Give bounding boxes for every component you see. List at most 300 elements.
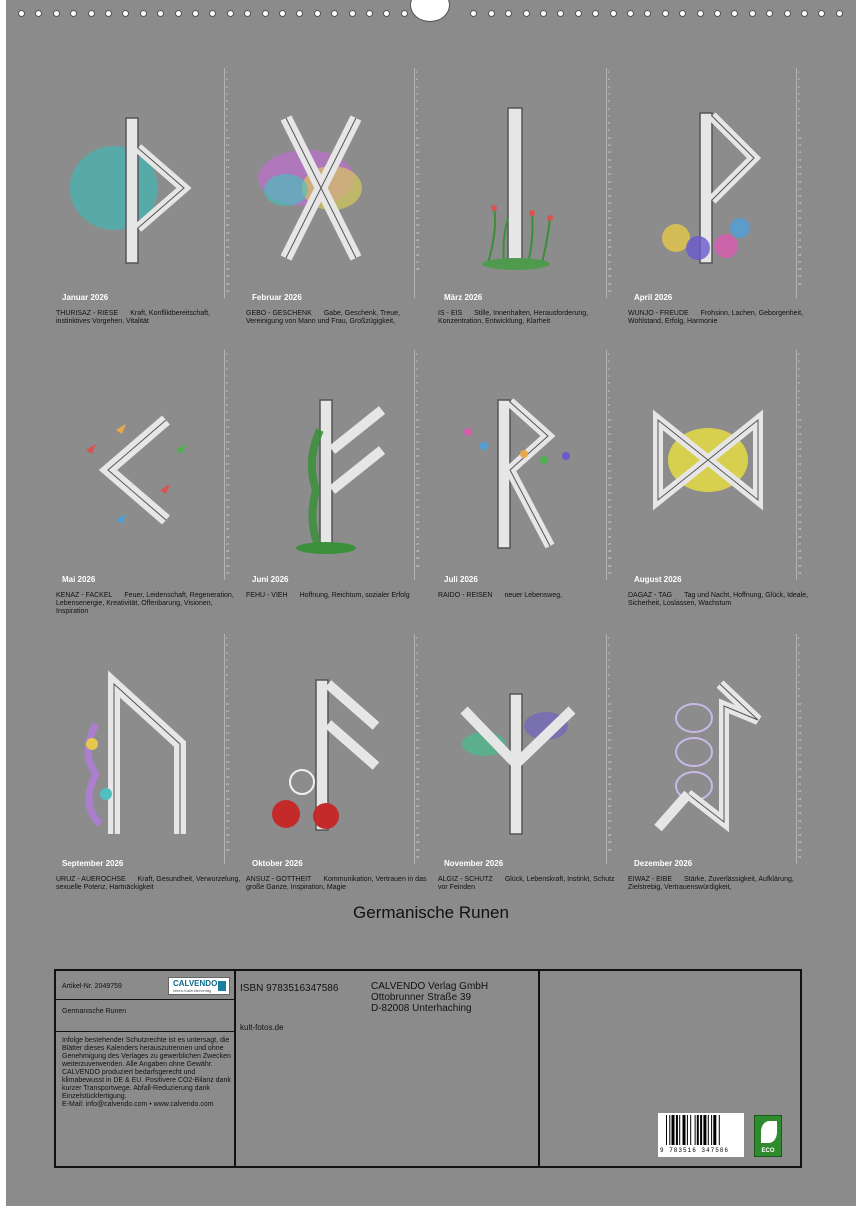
- rune-description: Glück, Lebenskraft, Instinkt, Schutz vor Feinden: [438, 876, 615, 891]
- day-number: 27: [608, 259, 612, 264]
- day-number: 27: [798, 541, 802, 546]
- day-number: 29: [798, 556, 802, 561]
- publisher-line: Ottobrunner Straße 39: [371, 992, 472, 1003]
- day-number: 23: [608, 512, 612, 517]
- binding-hole: [262, 10, 269, 17]
- day-number: 25: [798, 527, 802, 532]
- day-number: 24: [226, 237, 230, 242]
- day-number: 6: [608, 672, 610, 677]
- day-number: 16: [416, 461, 420, 466]
- day-number: 12: [416, 432, 420, 437]
- day-number: 14: [416, 446, 420, 451]
- rune-caption: [246, 592, 434, 600]
- day-number: 2: [798, 77, 800, 82]
- day-number: 5: [608, 665, 610, 670]
- day-number: 19: [798, 483, 802, 488]
- day-number: 30: [226, 281, 230, 286]
- rune-image: [438, 78, 598, 288]
- binding-hole: [209, 10, 216, 17]
- day-column: [602, 350, 612, 580]
- day-number: 5: [798, 99, 800, 104]
- day-number: 12: [226, 716, 230, 721]
- day-number: 10: [226, 701, 230, 706]
- article-number: Artikel-Nr. 2049759: [62, 983, 122, 990]
- day-number: 14: [608, 164, 612, 169]
- day-number: 16: [226, 461, 230, 466]
- logo-text: CALVENDO: [173, 979, 218, 988]
- day-number: 13: [798, 157, 802, 162]
- day-number: 31: [798, 855, 802, 859]
- day-number: 9: [416, 410, 418, 415]
- day-number: 16: [798, 745, 802, 750]
- day-number: 16: [798, 179, 802, 184]
- day-number: 15: [226, 454, 230, 459]
- day-number: 18: [608, 476, 612, 481]
- binding-hole: [784, 10, 791, 17]
- barcode-bar: [676, 1115, 678, 1145]
- day-number: 29: [226, 556, 230, 561]
- barcode-bar: [713, 1115, 716, 1145]
- day-number: 16: [226, 745, 230, 750]
- day-number: 15: [416, 172, 420, 177]
- day-number: 5: [416, 665, 418, 670]
- day-number: 16: [798, 461, 802, 466]
- day-number: 18: [226, 194, 230, 199]
- day-number: 14: [226, 730, 230, 735]
- day-number: 21: [608, 216, 612, 220]
- binding-hole: [540, 10, 547, 17]
- day-number: 10: [798, 135, 802, 140]
- rune-name: FEHU - VIEH: [246, 592, 288, 599]
- binding-hole: [644, 10, 651, 17]
- day-number: 5: [798, 381, 800, 386]
- day-number: 13: [226, 439, 230, 444]
- publisher-line: CALVENDO Verlag GmbH: [371, 981, 489, 992]
- day-number: 17: [226, 752, 230, 757]
- day-number: 14: [416, 730, 420, 735]
- rune-description: Feuer, Leidenschaft, Regeneration, Lebensenergie, Kreativität, Offenbarung, Visionen, Inspiration: [56, 592, 234, 615]
- day-number: 6: [226, 672, 228, 677]
- day-number: 14: [416, 164, 420, 169]
- binding-hole: [88, 10, 95, 17]
- day-number: 12: [608, 716, 612, 721]
- day-number: 22: [798, 789, 802, 794]
- day-number: 4: [416, 657, 418, 662]
- day-number: 12: [608, 150, 612, 155]
- day-number: 20: [226, 490, 230, 495]
- calvendo-logo: [168, 977, 230, 995]
- day-number: 15: [226, 172, 230, 177]
- day-number: 6: [416, 106, 418, 111]
- day-number: 25: [608, 527, 612, 532]
- day-number: 2: [416, 359, 418, 364]
- day-number: 21: [608, 498, 612, 502]
- month-label: Juni 2026: [252, 575, 289, 584]
- day-number: 2: [798, 359, 800, 364]
- day-number: 22: [798, 505, 802, 510]
- day-column: [602, 634, 612, 864]
- binding-hole: [192, 10, 199, 17]
- day-number: 27: [226, 541, 230, 546]
- day-number: 17: [608, 186, 612, 191]
- day-number: 1: [798, 70, 800, 74]
- month-label: März 2026: [444, 293, 483, 302]
- day-number: 14: [608, 730, 612, 735]
- day-number: 14: [608, 446, 612, 451]
- binding-hole: [349, 10, 356, 17]
- day-number: 15: [226, 738, 230, 743]
- binding-hole: [731, 10, 738, 17]
- day-number: 21: [226, 498, 230, 502]
- day-number: 26: [416, 818, 420, 823]
- day-number: 2: [608, 643, 610, 648]
- isa-rune-icon: [438, 78, 598, 288]
- month-label: August 2026: [634, 575, 682, 584]
- day-number: 30: [608, 281, 612, 286]
- day-number: 31: [226, 571, 230, 575]
- day-number: 24: [798, 237, 802, 242]
- info-panel: [54, 969, 802, 1168]
- day-number: 27: [608, 541, 612, 546]
- binding-hole: [836, 10, 843, 17]
- day-number: 4: [608, 657, 610, 662]
- barcode-bar: [697, 1115, 699, 1145]
- day-number: 28: [608, 833, 612, 838]
- barcode-bar: [679, 1115, 680, 1145]
- day-number: 26: [416, 534, 420, 539]
- day-number: 16: [608, 461, 612, 466]
- day-number: 24: [416, 519, 420, 524]
- day-number: 22: [608, 789, 612, 794]
- day-number: 12: [608, 432, 612, 437]
- day-number: 13: [416, 723, 420, 728]
- day-column: [220, 634, 230, 864]
- day-number: 7: [608, 395, 610, 400]
- day-number: 9: [226, 128, 228, 133]
- day-number: 5: [226, 381, 228, 386]
- rune-description: Kraft, Konfliktbereitschaft, instinktives Vorgehen, Vitalität: [56, 310, 210, 325]
- binding-hole: [766, 10, 773, 17]
- day-number: 21: [608, 782, 612, 786]
- day-number: 23: [416, 230, 420, 235]
- day-number: 19: [226, 201, 230, 206]
- day-number: 5: [608, 99, 610, 104]
- day-number: 9: [608, 410, 610, 415]
- barcode-bar: [666, 1115, 667, 1145]
- day-number: 13: [608, 723, 612, 728]
- day-number: 27: [798, 259, 802, 264]
- day-number: 26: [608, 818, 612, 823]
- day-number: 24: [226, 519, 230, 524]
- day-number: 13: [226, 157, 230, 162]
- rune-description: neuer Lebensweg,: [504, 592, 563, 599]
- rune-image: [438, 644, 598, 854]
- day-number: 25: [798, 245, 802, 250]
- barcode-bar: [719, 1115, 720, 1145]
- day-number: 13: [608, 157, 612, 162]
- day-number: 29: [608, 556, 612, 561]
- barcode-bar: [672, 1115, 675, 1145]
- day-column: [410, 68, 420, 298]
- day-number: 11: [416, 143, 420, 147]
- rune-description: Tag und Nacht, Hoffnung, Glück, Ideale, Sicherheit, Loslassen, Wachstum: [628, 592, 809, 607]
- day-number: 7: [226, 679, 228, 684]
- day-number: 10: [608, 417, 612, 422]
- day-number: 24: [416, 803, 420, 808]
- day-number: 16: [608, 745, 612, 750]
- binding-hole: [488, 10, 495, 17]
- day-number: 15: [416, 454, 420, 459]
- binding-hole: [697, 10, 704, 17]
- day-number: 26: [798, 252, 802, 257]
- rune-caption: [56, 876, 244, 892]
- day-number: 8: [226, 687, 228, 692]
- day-number: 10: [608, 135, 612, 140]
- month-label: Februar 2026: [252, 293, 302, 302]
- day-number: 28: [416, 549, 420, 554]
- rune-caption: [56, 310, 244, 326]
- day-number: 21: [226, 782, 230, 786]
- day-number: 28: [608, 267, 612, 272]
- rune-name: ANSUZ - GOTTHEIT: [246, 876, 312, 883]
- day-number: 6: [226, 106, 228, 111]
- day-number: 20: [798, 208, 802, 213]
- day-number: 29: [798, 840, 802, 845]
- day-number: 13: [798, 439, 802, 444]
- rune-caption: [56, 592, 244, 616]
- day-number: 7: [416, 113, 418, 118]
- day-number: 20: [416, 208, 420, 213]
- day-number: 3: [226, 366, 228, 371]
- binding-hole: [383, 10, 390, 17]
- day-number: 17: [798, 186, 802, 191]
- day-number: 8: [416, 403, 418, 408]
- day-number: 30: [798, 563, 802, 568]
- day-number: 8: [416, 687, 418, 692]
- divider: [56, 1031, 236, 1032]
- month-label: November 2026: [444, 859, 504, 868]
- day-number: 26: [226, 252, 230, 257]
- day-number: 3: [798, 84, 800, 89]
- day-number: 2: [226, 643, 228, 648]
- day-number: 11: [226, 425, 230, 429]
- day-number: 22: [226, 223, 230, 228]
- day-number: 23: [226, 796, 230, 801]
- barcode-bar: [669, 1115, 670, 1145]
- day-column: [410, 634, 420, 864]
- day-number: 15: [798, 454, 802, 459]
- day-number: 20: [608, 774, 612, 779]
- day-number: 23: [226, 230, 230, 235]
- day-number: 2: [416, 77, 418, 82]
- day-number: 3: [608, 366, 610, 371]
- binding-hole: [366, 10, 373, 17]
- day-number: 14: [226, 164, 230, 169]
- day-number: 8: [608, 687, 610, 692]
- day-number: 26: [608, 252, 612, 257]
- rune-name: KENAZ - FACKEL: [56, 592, 113, 599]
- publisher-address: [371, 981, 488, 1014]
- day-column: [410, 350, 420, 580]
- day-number: 11: [226, 143, 230, 147]
- binding-hole: [105, 10, 112, 17]
- day-number: 9: [608, 128, 610, 133]
- day-number: 26: [798, 818, 802, 823]
- rune-caption: [628, 592, 816, 608]
- binding-hole: [314, 10, 321, 17]
- rune-name: IS - EIS: [438, 310, 463, 317]
- day-number: 3: [226, 650, 228, 655]
- day-number: 8: [608, 403, 610, 408]
- day-number: 8: [798, 687, 800, 692]
- binding-hole: [801, 10, 808, 17]
- day-number: 4: [226, 657, 228, 662]
- binding-hole: [592, 10, 599, 17]
- day-number: 19: [608, 201, 612, 206]
- day-number: 6: [798, 388, 800, 393]
- raido-rune-icon: [438, 360, 598, 570]
- rune-description: Hoffnung, Reichtum, sozialer Erfolg: [299, 592, 410, 599]
- barcode-bars: [666, 1115, 740, 1145]
- day-number: 1: [416, 636, 418, 640]
- rune-image: [246, 360, 406, 570]
- day-number: 30: [798, 847, 802, 852]
- day-column: [602, 68, 612, 298]
- rune-image: [56, 644, 216, 854]
- day-number: 7: [226, 395, 228, 400]
- day-number: 22: [416, 223, 420, 228]
- divider: [56, 999, 236, 1000]
- day-number: 30: [798, 281, 802, 286]
- day-number: 12: [226, 150, 230, 155]
- day-number: 7: [416, 395, 418, 400]
- rune-caption: [628, 876, 816, 892]
- day-number: 26: [798, 534, 802, 539]
- day-number: 6: [608, 106, 610, 111]
- day-number: 26: [226, 534, 230, 539]
- day-number: 19: [226, 483, 230, 488]
- day-number: 16: [416, 745, 420, 750]
- day-number: 17: [416, 186, 420, 191]
- day-number: 5: [416, 381, 418, 386]
- day-number: 26: [608, 534, 612, 539]
- day-number: 14: [798, 164, 802, 169]
- day-number: 21: [416, 498, 420, 502]
- logo-mark-icon: [218, 981, 226, 991]
- day-number: 6: [798, 672, 800, 677]
- day-number: 7: [608, 679, 610, 684]
- day-number: 18: [226, 476, 230, 481]
- day-number: 4: [798, 373, 800, 378]
- day-number: 3: [416, 650, 418, 655]
- day-number: 18: [798, 194, 802, 199]
- day-number: 2: [226, 77, 228, 82]
- day-number: 23: [416, 796, 420, 801]
- day-number: 20: [416, 774, 420, 779]
- day-number: 29: [608, 274, 612, 279]
- day-number: 29: [226, 274, 230, 279]
- day-number: 15: [416, 738, 420, 743]
- day-number: 27: [226, 259, 230, 264]
- day-number: 6: [608, 388, 610, 393]
- info-column-publisher: [236, 971, 540, 1166]
- day-number: 24: [608, 519, 612, 524]
- binding-hole: [296, 10, 303, 17]
- day-column: [792, 350, 802, 580]
- month-label: Mai 2026: [62, 575, 96, 584]
- day-number: 27: [416, 259, 420, 264]
- month-block-november: [438, 634, 618, 904]
- day-number: 20: [226, 774, 230, 779]
- day-number: 19: [416, 767, 420, 772]
- rune-name: WUNJO - FREUDE: [628, 310, 689, 317]
- day-number: 17: [608, 752, 612, 757]
- day-number: 12: [798, 432, 802, 437]
- day-number: 15: [608, 738, 612, 743]
- month-label: April 2026: [634, 293, 673, 302]
- day-number: 12: [416, 716, 420, 721]
- day-number: 4: [416, 91, 418, 96]
- day-number: 2: [608, 359, 610, 364]
- binding-hole: [53, 10, 60, 17]
- binding-hole: [714, 10, 721, 17]
- binding-hole: [662, 10, 669, 17]
- day-number: 7: [416, 679, 418, 684]
- rune-image: [246, 78, 406, 288]
- day-number: 28: [608, 549, 612, 554]
- day-number: 31: [226, 289, 230, 293]
- day-number: 15: [608, 172, 612, 177]
- binding-hole: [227, 10, 234, 17]
- month-block-march: [438, 68, 618, 338]
- day-number: 3: [416, 84, 418, 89]
- day-number: 7: [608, 113, 610, 118]
- day-number: 2: [226, 359, 228, 364]
- day-number: 29: [798, 274, 802, 279]
- day-number: 21: [798, 498, 802, 502]
- day-number: 12: [798, 150, 802, 155]
- day-number: 6: [798, 106, 800, 111]
- barcode-icon: [658, 1113, 744, 1157]
- day-number: 10: [798, 701, 802, 706]
- day-number: 28: [416, 833, 420, 838]
- photographer-website: kult-fotos.de: [240, 1023, 284, 1032]
- info-column-barcode: [540, 971, 800, 1166]
- day-number: 16: [608, 179, 612, 184]
- day-number: 1: [608, 352, 610, 356]
- day-number: 10: [416, 701, 420, 706]
- day-number: 6: [416, 672, 418, 677]
- day-number: 25: [416, 527, 420, 532]
- day-column: [792, 68, 802, 298]
- binding-hole: [35, 10, 42, 17]
- day-number: 25: [608, 245, 612, 250]
- day-number: 4: [798, 91, 800, 96]
- day-number: 9: [798, 128, 800, 133]
- day-number: 25: [226, 245, 230, 250]
- day-number: 5: [226, 99, 228, 104]
- day-number: 5: [416, 99, 418, 104]
- day-number: 4: [608, 91, 610, 96]
- rune-image: [56, 360, 216, 570]
- day-number: 2: [798, 643, 800, 648]
- day-number: 29: [608, 840, 612, 845]
- day-number: 9: [608, 694, 610, 699]
- binding-hole: [575, 10, 582, 17]
- day-number: 1: [416, 352, 418, 356]
- legal-notice: Infolge bestehender Schutzrechte ist es untersagt, die Blätter dieses Kalenders herauszutrennen und ohne Genehmigung des Verlages zu gewerblichen Zwecken weiterzuverwenden. Alle Angaben ohne Gewähr. CALVENDO produziert bedarfsgerecht und klimabewusst in DE & EU. Positivere CO2-Bilanz dank kurzer Transportwege. Abfall-Reduzierung dank Einzelstückfertigung. E-Mail: info@calvendo.com • www.calvendo.com: [62, 1037, 231, 1108]
- day-number: 31: [416, 855, 420, 859]
